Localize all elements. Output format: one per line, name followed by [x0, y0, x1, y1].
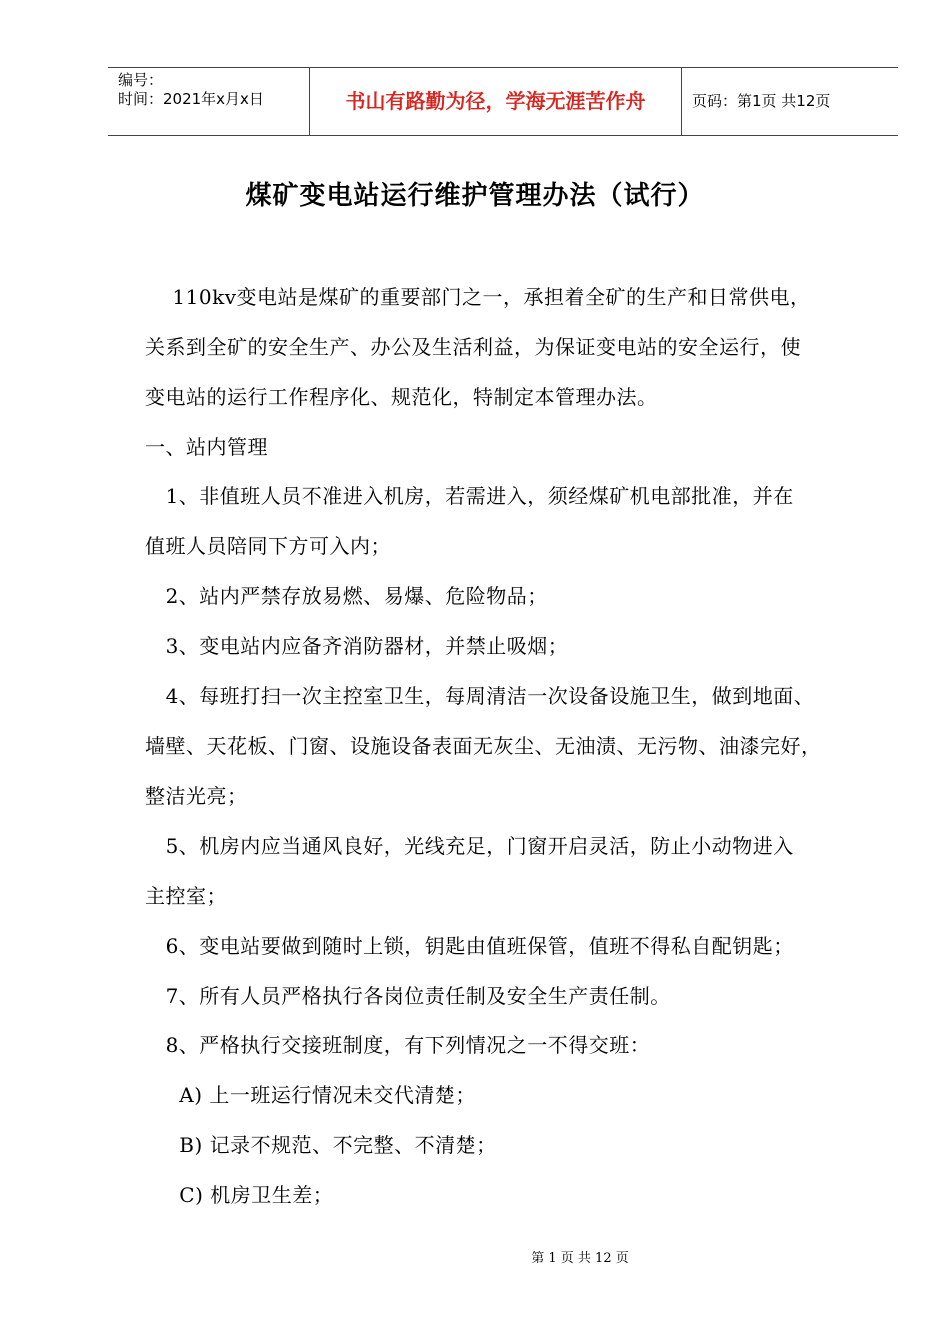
body-line: B) 记录不规范、不完整、不清楚； — [145, 1133, 497, 1157]
body-line: C) 机房卫生差； — [145, 1183, 334, 1207]
body-line: 1、非值班人员不准进入机房，若需进入，须经煤矿机电部批准，并在 — [145, 484, 794, 508]
body-line: 6、变电站要做到随时上锁，钥匙由值班保管，值班不得私自配钥匙； — [145, 934, 794, 958]
header-meta-cell — [108, 68, 310, 135]
page-footer: 第 1 页 共 12 页 — [531, 1251, 629, 1266]
body-line: 7、所有人员严格执行各岗位责任制及安全生产责任制。 — [145, 984, 671, 1008]
header-page-info: 页码：第1页 共12页 — [692, 92, 831, 110]
body-line: 110kv变电站是煤矿的重要部门之一，承担着全矿的生产和日常供电， — [145, 285, 811, 309]
body-line: 墙壁、天花板、门窗、设施设备表面无灰尘、无油渍、无污物、油漆完好， — [145, 734, 822, 758]
body-line: 2、站内严禁存放易燃、易爆、危险物品； — [145, 584, 548, 608]
body-line: 主控室； — [145, 884, 227, 908]
body-line: A) 上一班运行情况未交代清楚； — [145, 1083, 476, 1107]
body-line: 4、每班打扫一次主控室卫生，每周清洁一次设备设施卫生，做到地面、 — [145, 684, 815, 708]
document-number-label: 编号： — [118, 71, 164, 89]
body-line: 5、机房内应当通风良好，光线充足，门窗开启灵活，防止小动物进入 — [145, 834, 794, 858]
body-line: 值班人员陪同下方可入内； — [145, 534, 391, 558]
body-line: 3、变电站内应备齐消防器材，并禁止吸烟； — [145, 634, 569, 658]
document-title: 煤矿变电站运行维护管理办法（试行） — [245, 181, 705, 211]
document-time-label: 时间：2021年x月x日 — [118, 90, 264, 108]
header-motto: 书山有路勤为径，学海无涯苦作舟 — [310, 68, 682, 135]
body-line: 一、站内管理 — [145, 435, 268, 459]
body-line: 关系到全矿的安全生产、办公及生活利益，为保证变电站的安全运行，使 — [145, 335, 801, 359]
body-line: 整洁光亮； — [145, 784, 248, 808]
body-line: 8、严格执行交接班制度，有下列情况之一不得交班： — [145, 1033, 651, 1057]
body-line: 变电站的运行工作程序化、规范化，特制定本管理办法。 — [145, 385, 658, 409]
page-header — [108, 67, 898, 136]
